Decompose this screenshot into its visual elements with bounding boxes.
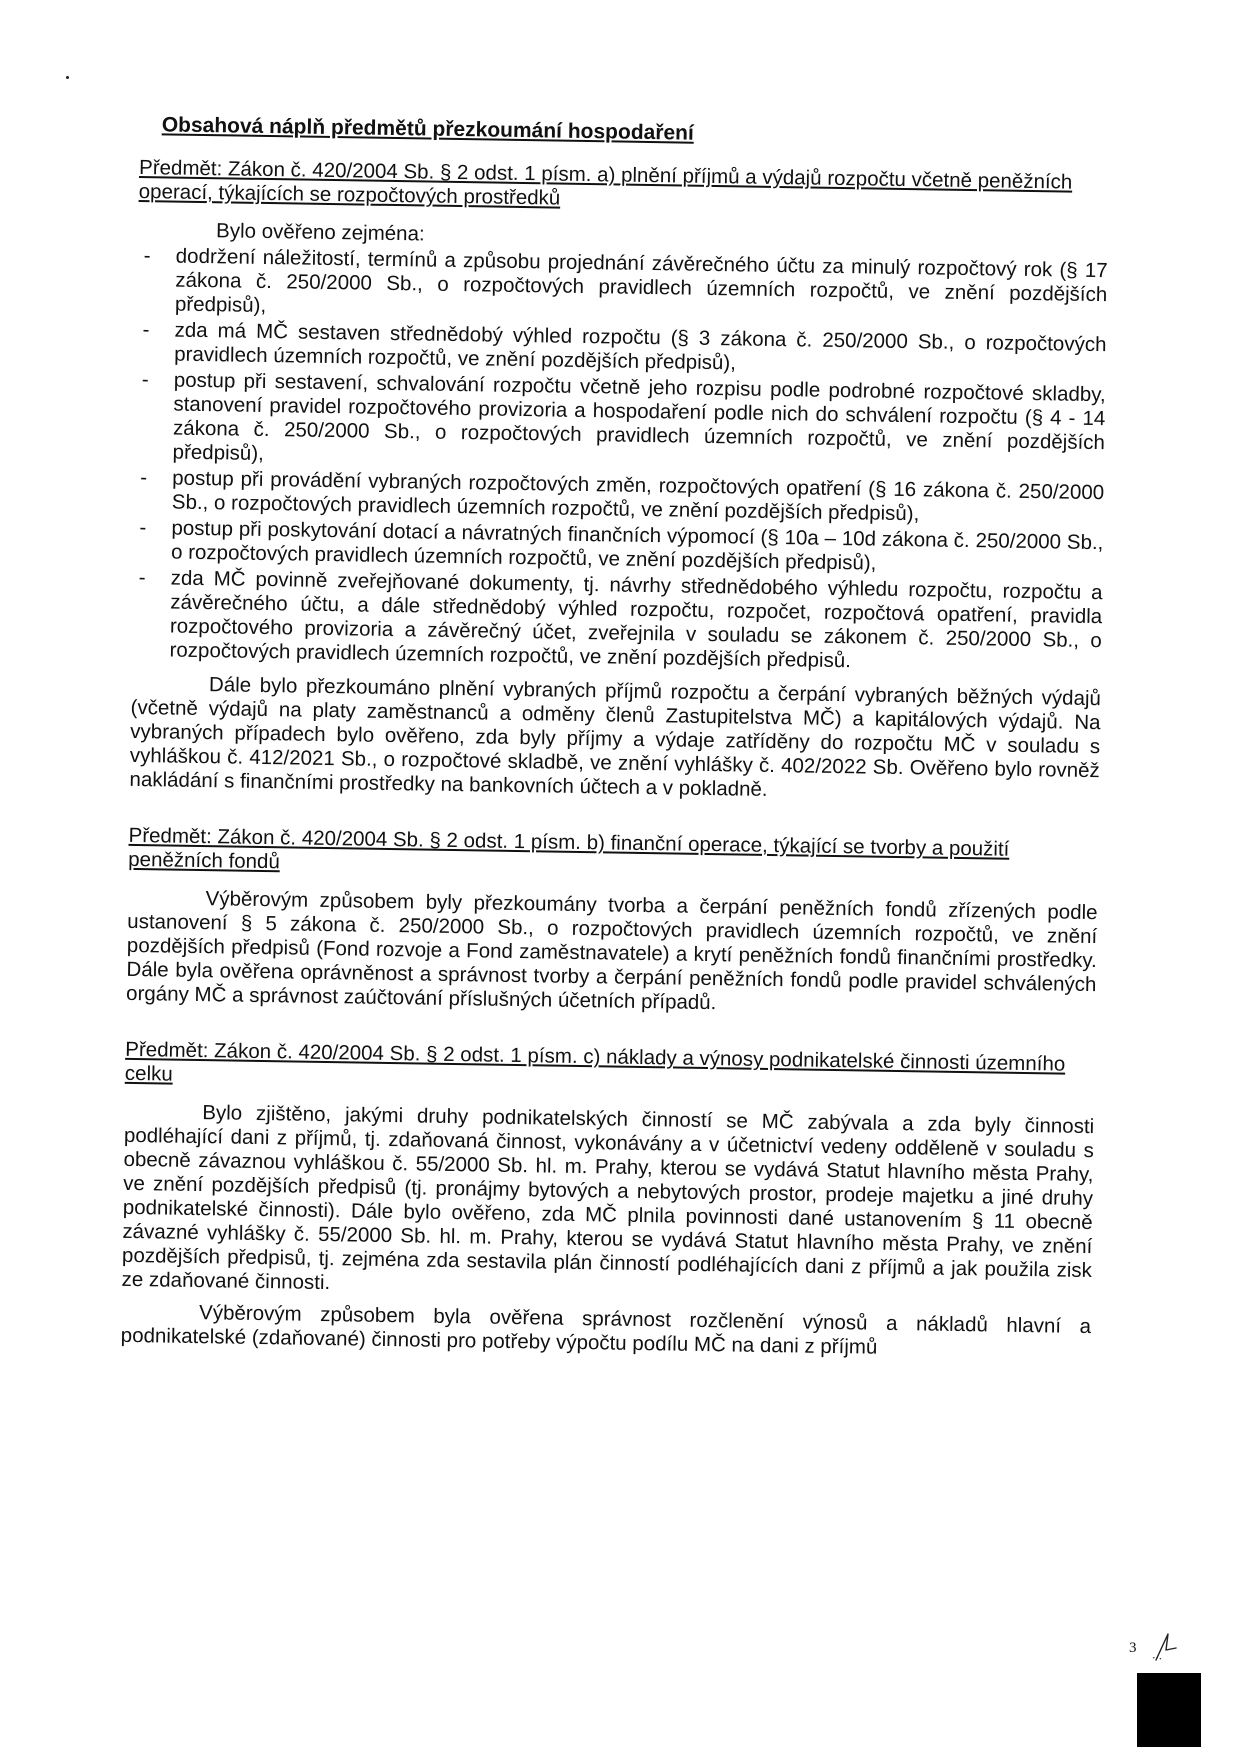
section-b-subject: Předmět: Zákon č. 420/2004 Sb. § 2 odst. 1 písm. b) finanční operace, týkající se tvorby a použití peněžních fondů — [128, 823, 1010, 874]
section-a-paragraph: Dále bylo přezkoumáno plnění vybraných příjmů rozpočtu a čerpání vybraných běžných výdajů (včetně výdajů na platy zaměstnanců a odměny členů Zastupitelstva MČ) a kapitálových výdajů. Na vybraných případech bylo ověřeno, zda byly příjmy a výdaje zatříděny do rozpočtu MČ v souladu s vyhláškou č. 412/2021 Sb., o rozpočtové skladbě, ve znění vyhlášky č. 402/2022 Sb. Ověřeno bylo rovněž nakládání s finančními prostředky na bankovních účtech a v pokladně. — [129, 673, 1102, 801]
checklist-item-text: postup při poskytování dotací a návratných finančních výpomocí (§ 10a – 10d zákona č. 250/2000 Sb., o rozpočtových pravidlech územních rozpočtů, ve znění pozdějších předpisů), — [170, 516, 1104, 575]
section-a — [129, 156, 1109, 807]
checklist-item-text: dodržení náležitostí, termínů a způsobu projednání závěrečného účtu za minulý rozpočtový rok (§ 17 zákona č. 250/2000 Sb., o rozpočtových pravidlech územních rozpočtů, ve znění pozdějších předpisů), — [174, 244, 1108, 318]
checklist-item — [137, 244, 1108, 331]
document-content — [120, 112, 1109, 1371]
checklist-item — [131, 566, 1102, 677]
section-a-subject: Předmět: Zákon č. 420/2004 Sb. § 2 odst. 1 písm. a) plnění příjmů a výdajů rozpočtu včetně peněžních operací, týkajících se rozpočtových prostředků — [138, 155, 1073, 210]
section-c-paragraph: Bylo zjištěno, jakými druhy podnikatelských činností se MČ zabývala a zda byly činnosti podléhající dani z příjmů, tj. zdaňovaná činnost, vykonávány a v účetnictví vedeny odděleně v souladu s obecně závaznou vyhláškou č. 55/2000 Sb. hl. m. Prahy, kterou se vydává Statut hlavního města Prahy, ve znění pozdějších předpisů (tj. pronájmy bytových a nebytových prostor, prodeje majetku a jiné druhy podnikatelské činnosti). Dále bylo ověřeno, zda MČ plnila povinnosti dané ustanovením § 11 obecně závazné vyhlášky č. 55/2000 Sb. hl. m. Prahy, kterou se vydává Statut hlavního města Prahy, ve znění pozdějších předpisů, tj. zejména zda sestavila plán činností podléhajících dani z příjmů a jak použila zisk ze zdaňované činnosti. — [121, 1101, 1095, 1295]
dash-bullet: - — [141, 368, 149, 392]
redaction-box — [1137, 1673, 1201, 1747]
dash-bullet: - — [139, 516, 147, 540]
section-c-paragraph: Výběrovým způsobem byla ověřena správnost rozčlenění výnosů a nákladů hlavní a podnikatelské (zdaňované) činnosti pro potřeby výpočtu podílu MČ na dani z příjmů — [120, 1301, 1092, 1359]
section-b — [126, 824, 1099, 1021]
checklist-item — [134, 368, 1105, 479]
handwritten-initials-icon — [1150, 1630, 1180, 1664]
section-b-paragraph: Výběrovým způsobem byly přezkoumány tvorba a čerpání peněžních fondů zřízených podle ustanovení § 5 zákona č. 250/2000 Sb., o rozpočtových pravidlech územních rozpočtů, ve znění pozdějších předpisů (Fond rozvoje a Fond zaměstnavatele) a krytí peněžních fondů finančními prostředky. Dále byla ověřena oprávněnost a správnost tvorby a čerpání peněžních fondů podle pravidel schválených orgány MČ a správnost zaúčtování příslušných účetních případů. — [125, 887, 1098, 1015]
checklist-item-text: zda má MČ sestaven střednědobý výhled rozpočtu (§ 3 zákona č. 250/2000 Sb., o rozpočtových pravidlech územních rozpočtů, ve znění pozdějších předpisů), — [174, 318, 1107, 375]
section-c — [121, 1038, 1096, 1363]
section-c-subject: Předmět: Zákon č. 420/2004 Sb. § 2 odst. 1 písm. c) náklady a výnosy podnikatelské činnosti územního celku — [124, 1037, 1066, 1086]
checklist-item-text: postup při sestavení, schvalování rozpočtu včetně jeho rozpisu podle podrobné rozpočtové skladby, stanovení pravidel rozpočtového provizoria a hospodaření podle nich do schválení rozpočtu (§ 4 - 14 zákona č. 250/2000 Sb., o rozpočtových pravidlech územních rozpočtů, ve znění pozdějších předpisů), — [172, 368, 1106, 465]
dash-bullet: - — [142, 318, 150, 342]
document-heading: Obsahová náplň předmětů přezkoumání hospodaření — [161, 113, 695, 145]
section-a-checklist — [131, 244, 1107, 677]
dash-bullet: - — [143, 244, 151, 268]
checklist-item-text: zda MČ povinně zveřejňované dokumenty, tj. návrhy střednědobého výhledu rozpočtu, rozpočtu a závěrečného účtu, a dále střednědobý výhled rozpočtu, rozpočet, rozpočtová opatření, pravidla rozpočtového provizoria a závěrečný účet, zveřejnila v souladu se zákonem č. 250/2000 Sb., o rozpočtových pravidlech územních rozpočtů, ve znění pozdějších předpisů. — [169, 566, 1103, 673]
dash-bullet: - — [140, 466, 148, 490]
section-a-intro: Bylo ověřeno zejména: — [215, 219, 425, 246]
dash-bullet: - — [138, 566, 146, 590]
checklist-item-text: postup při provádění vybraných rozpočtových změn, rozpočtových opatření (§ 16 zákona č. 250/2000 Sb., o rozpočtových pravidlech územních rozpočtů, ve znění pozdějších předpisů), — [171, 466, 1105, 526]
page-number: 3 — [1129, 1640, 1137, 1656]
scan-speck — [66, 76, 69, 79]
